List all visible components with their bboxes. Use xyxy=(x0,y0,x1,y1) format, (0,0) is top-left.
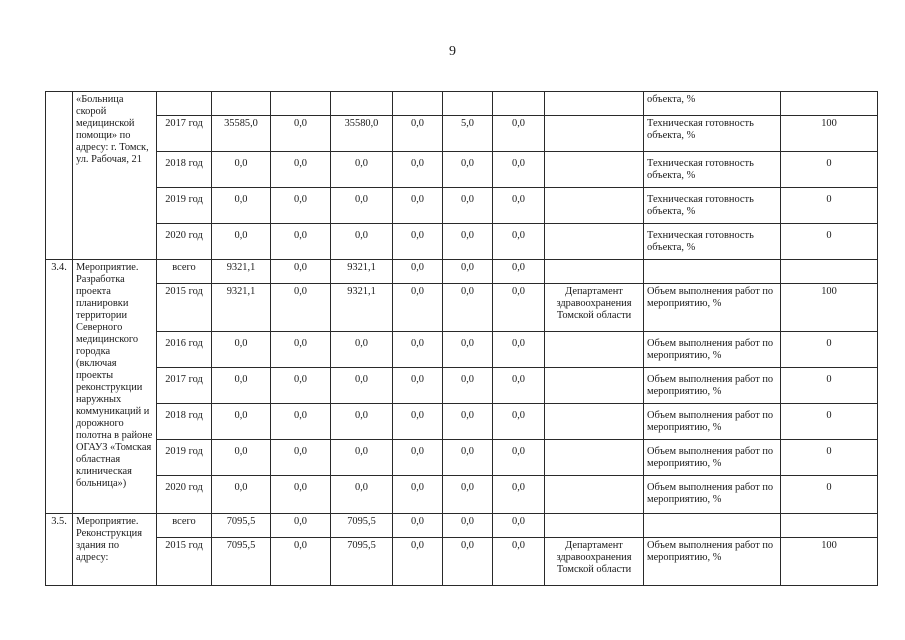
item-number xyxy=(46,92,73,260)
local-cell: 0,0 xyxy=(393,368,443,404)
local-cell: 0,0 xyxy=(393,152,443,188)
federal-cell: 0,0 xyxy=(271,404,331,440)
value-cell: 100 xyxy=(781,116,878,152)
indicator-cell: Объем выполнения работ по мероприятию, % xyxy=(644,404,781,440)
total-cell: 9321,1 xyxy=(212,260,271,284)
responsible-cell: Департамент здравоохранения Томской области xyxy=(545,284,644,332)
year-cell: 2018 год xyxy=(157,152,212,188)
table-row xyxy=(46,224,878,260)
extra-cell: 0,0 xyxy=(493,260,545,284)
other-cell: 0,0 xyxy=(443,224,493,260)
item-number: 3.5. xyxy=(46,514,73,586)
table-row xyxy=(46,188,878,224)
other-cell: 0,0 xyxy=(443,260,493,284)
responsible-cell xyxy=(545,152,644,188)
indicator-cell: объекта, % xyxy=(644,92,781,116)
table-row xyxy=(46,514,878,538)
extra-cell: 0,0 xyxy=(493,476,545,514)
other-cell: 0,0 xyxy=(443,332,493,368)
item-name: Мероприятие. Разработка проекта планировки территории Северного медицинского городка (включая проекты реконструкции наружных коммуникаций и дорожного полотна в районе ОГАУЗ «Томская областная клиническая больница») xyxy=(73,260,157,514)
local-cell: 0,0 xyxy=(393,260,443,284)
indicator-cell: Объем выполнения работ по мероприятию, % xyxy=(644,284,781,332)
year-cell: 2019 год xyxy=(157,440,212,476)
responsible-cell xyxy=(545,514,644,538)
total-cell: 7095,5 xyxy=(212,538,271,586)
indicator-cell: Объем выполнения работ по мероприятию, % xyxy=(644,332,781,368)
year-cell: 2017 год xyxy=(157,368,212,404)
federal-cell: 0,0 xyxy=(271,440,331,476)
year-cell: 2015 год xyxy=(157,538,212,586)
indicator-cell: Объем выполнения работ по мероприятию, % xyxy=(644,440,781,476)
year-cell: 2019 год xyxy=(157,188,212,224)
regional-cell: 0,0 xyxy=(331,440,393,476)
year-cell: 2020 год xyxy=(157,476,212,514)
extra-cell: 0,0 xyxy=(493,188,545,224)
extra-cell: 0,0 xyxy=(493,404,545,440)
local-cell: 0,0 xyxy=(393,332,443,368)
year-cell: 2018 год xyxy=(157,404,212,440)
responsible-cell xyxy=(545,332,644,368)
local-cell: 0,0 xyxy=(393,188,443,224)
indicator-cell: Объем выполнения работ по мероприятию, % xyxy=(644,368,781,404)
total-cell: 0,0 xyxy=(212,440,271,476)
total-cell: 7095,5 xyxy=(212,514,271,538)
responsible-cell xyxy=(545,368,644,404)
value-cell: 0 xyxy=(781,368,878,404)
regional-cell: 0,0 xyxy=(331,368,393,404)
value-cell xyxy=(781,260,878,284)
item-number: 3.4. xyxy=(46,260,73,514)
extra-cell: 0,0 xyxy=(493,284,545,332)
table-row xyxy=(46,152,878,188)
value-cell: 0 xyxy=(781,404,878,440)
value-cell: 0 xyxy=(781,440,878,476)
local-cell: 0,0 xyxy=(393,404,443,440)
year-cell: 2017 год xyxy=(157,116,212,152)
table-row xyxy=(46,404,878,440)
table-row xyxy=(46,368,878,404)
other-cell: 5,0 xyxy=(443,116,493,152)
local-cell: 0,0 xyxy=(393,476,443,514)
table-row xyxy=(46,476,878,514)
total-cell: 0,0 xyxy=(212,152,271,188)
other-cell: 0,0 xyxy=(443,476,493,514)
value-cell: 100 xyxy=(781,538,878,586)
regional-cell: 7095,5 xyxy=(331,538,393,586)
federal-cell: 0,0 xyxy=(271,224,331,260)
responsible-cell xyxy=(545,440,644,476)
indicator-cell: Техническая готовность объекта, % xyxy=(644,188,781,224)
value-cell: 0 xyxy=(781,332,878,368)
other-cell: 0,0 xyxy=(443,404,493,440)
indicator-cell: Техническая готовность объекта, % xyxy=(644,116,781,152)
total-cell: 0,0 xyxy=(212,404,271,440)
year-cell: 2016 год xyxy=(157,332,212,368)
responsible-cell xyxy=(545,224,644,260)
responsible-cell xyxy=(545,188,644,224)
value-cell xyxy=(781,514,878,538)
federal-cell: 0,0 xyxy=(271,476,331,514)
responsible-cell: Департамент здравоохранения Томской области xyxy=(545,538,644,586)
year-cell: всего xyxy=(157,260,212,284)
local-cell: 0,0 xyxy=(393,440,443,476)
table-row xyxy=(46,92,878,116)
other-cell: 0,0 xyxy=(443,368,493,404)
responsible-cell xyxy=(545,260,644,284)
responsible-cell xyxy=(545,116,644,152)
table-row xyxy=(46,284,878,332)
regional-cell: 7095,5 xyxy=(331,514,393,538)
other-cell: 0,0 xyxy=(443,188,493,224)
regional-cell: 9321,1 xyxy=(331,284,393,332)
total-cell: 0,0 xyxy=(212,224,271,260)
extra-cell: 0,0 xyxy=(493,332,545,368)
value-cell: 0 xyxy=(781,188,878,224)
federal-cell: 0,0 xyxy=(271,152,331,188)
year-cell: всего xyxy=(157,514,212,538)
table-row xyxy=(46,538,878,586)
item-name: Мероприятие. Реконструкция здания по адресу: xyxy=(73,514,157,586)
regional-cell: 0,0 xyxy=(331,188,393,224)
total-cell: 35585,0 xyxy=(212,116,271,152)
federal-cell: 0,0 xyxy=(271,368,331,404)
other-cell: 0,0 xyxy=(443,440,493,476)
federal-cell: 0,0 xyxy=(271,116,331,152)
value-cell: 100 xyxy=(781,284,878,332)
regional-cell: 0,0 xyxy=(331,224,393,260)
federal-cell: 0,0 xyxy=(271,260,331,284)
federal-cell: 0,0 xyxy=(271,284,331,332)
extra-cell: 0,0 xyxy=(493,514,545,538)
year-cell: 2015 год xyxy=(157,284,212,332)
table-row xyxy=(46,260,878,284)
indicator-cell: Объем выполнения работ по мероприятию, % xyxy=(644,538,781,586)
extra-cell: 0,0 xyxy=(493,224,545,260)
year-cell: 2020 год xyxy=(157,224,212,260)
local-cell: 0,0 xyxy=(393,514,443,538)
local-cell: 0,0 xyxy=(393,224,443,260)
regional-cell: 9321,1 xyxy=(331,260,393,284)
federal-cell: 0,0 xyxy=(271,538,331,586)
extra-cell: 0,0 xyxy=(493,538,545,586)
value-cell: 0 xyxy=(781,224,878,260)
value-cell: 0 xyxy=(781,476,878,514)
responsible-cell xyxy=(545,476,644,514)
indicator-cell: Техническая готовность объекта, % xyxy=(644,224,781,260)
indicator-cell xyxy=(644,260,781,284)
indicator-cell xyxy=(644,514,781,538)
federal-cell: 0,0 xyxy=(271,514,331,538)
item-name: «Больница скорой медицинской помощи» по адресу: г. Томск, ул. Рабочая, 21 xyxy=(73,92,157,260)
responsible-cell xyxy=(545,404,644,440)
indicator-cell: Техническая готовность объекта, % xyxy=(644,152,781,188)
table-body xyxy=(46,92,878,586)
regional-cell: 0,0 xyxy=(331,404,393,440)
other-cell: 0,0 xyxy=(443,284,493,332)
extra-cell: 0,0 xyxy=(493,116,545,152)
local-cell: 0,0 xyxy=(393,116,443,152)
local-cell: 0,0 xyxy=(393,284,443,332)
local-cell: 0,0 xyxy=(393,538,443,586)
regional-cell: 0,0 xyxy=(331,332,393,368)
total-cell: 0,0 xyxy=(212,188,271,224)
table-row xyxy=(46,116,878,152)
page-number: 9 xyxy=(449,44,456,59)
total-cell: 0,0 xyxy=(212,368,271,404)
extra-cell: 0,0 xyxy=(493,368,545,404)
federal-cell: 0,0 xyxy=(271,332,331,368)
other-cell: 0,0 xyxy=(443,514,493,538)
table-row xyxy=(46,440,878,476)
regional-cell: 35580,0 xyxy=(331,116,393,152)
extra-cell: 0,0 xyxy=(493,152,545,188)
other-cell: 0,0 xyxy=(443,538,493,586)
other-cell: 0,0 xyxy=(443,152,493,188)
value-cell: 0 xyxy=(781,152,878,188)
federal-cell: 0,0 xyxy=(271,188,331,224)
regional-cell: 0,0 xyxy=(331,476,393,514)
total-cell: 9321,1 xyxy=(212,284,271,332)
table-row xyxy=(46,332,878,368)
total-cell: 0,0 xyxy=(212,476,271,514)
extra-cell: 0,0 xyxy=(493,440,545,476)
program-table xyxy=(45,91,878,586)
total-cell: 0,0 xyxy=(212,332,271,368)
indicator-cell: Объем выполнения работ по мероприятию, % xyxy=(644,476,781,514)
regional-cell: 0,0 xyxy=(331,152,393,188)
